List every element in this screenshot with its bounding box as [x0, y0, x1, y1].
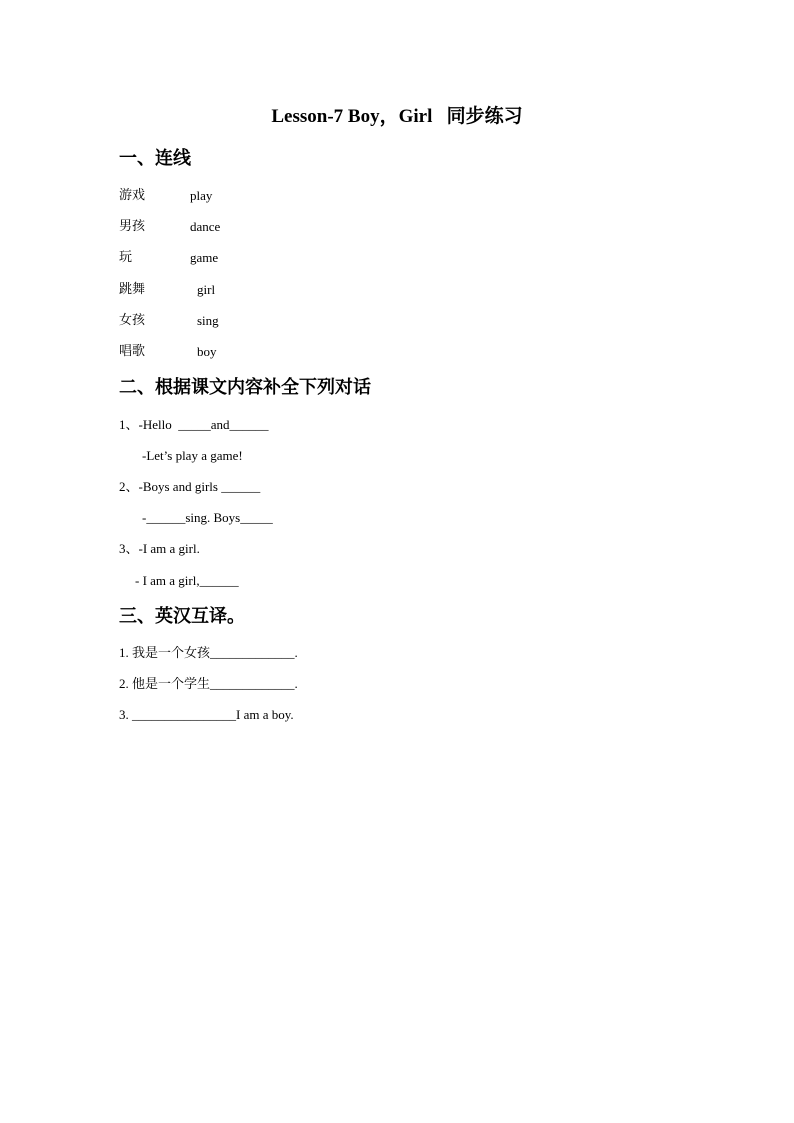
dialogue-line-1: 1、-Hello _____and______ — [119, 417, 269, 432]
dialogue-line-5: 3、-I am a girl. — [119, 541, 200, 556]
dialogue-line-2: -Let’s play a game! — [142, 448, 243, 463]
match-english-2: dance — [190, 219, 221, 234]
section1-heading: 一、连线 — [119, 148, 191, 168]
translation-line-2: 2. 他是一个学生_____________. — [119, 676, 298, 691]
section2-heading: 二、根据课文内容补全下列对话 — [119, 377, 371, 397]
match-english-3: game — [190, 250, 219, 265]
dialogue-line-6: - I am a girl,______ — [135, 573, 239, 588]
dialogue-line-4: -______sing. Boys_____ — [142, 510, 273, 525]
dialogue-line-3: 2、-Boys and girls ______ — [119, 479, 261, 494]
section3-heading: 三、英汉互译。 — [119, 606, 245, 626]
match-english-5: sing — [197, 313, 219, 328]
match-english-1: play — [190, 188, 213, 203]
translation-line-1: 1. 我是一个女孩_____________. — [119, 645, 298, 660]
match-chinese-1: 游戏 — [119, 187, 146, 202]
translation-line-3: 3. ________________I am a boy. — [119, 707, 294, 722]
match-chinese-6: 唱歌 — [119, 343, 146, 358]
page-title: Lesson-7 Boy，Girl 同步练习 — [271, 106, 523, 127]
match-chinese-5: 女孩 — [119, 312, 146, 327]
match-chinese-2: 男孩 — [119, 218, 146, 233]
match-english-4: girl — [197, 282, 216, 297]
match-english-6: boy — [197, 344, 217, 359]
match-chinese-3: 玩 — [119, 249, 133, 264]
match-chinese-4: 跳舞 — [119, 281, 146, 296]
